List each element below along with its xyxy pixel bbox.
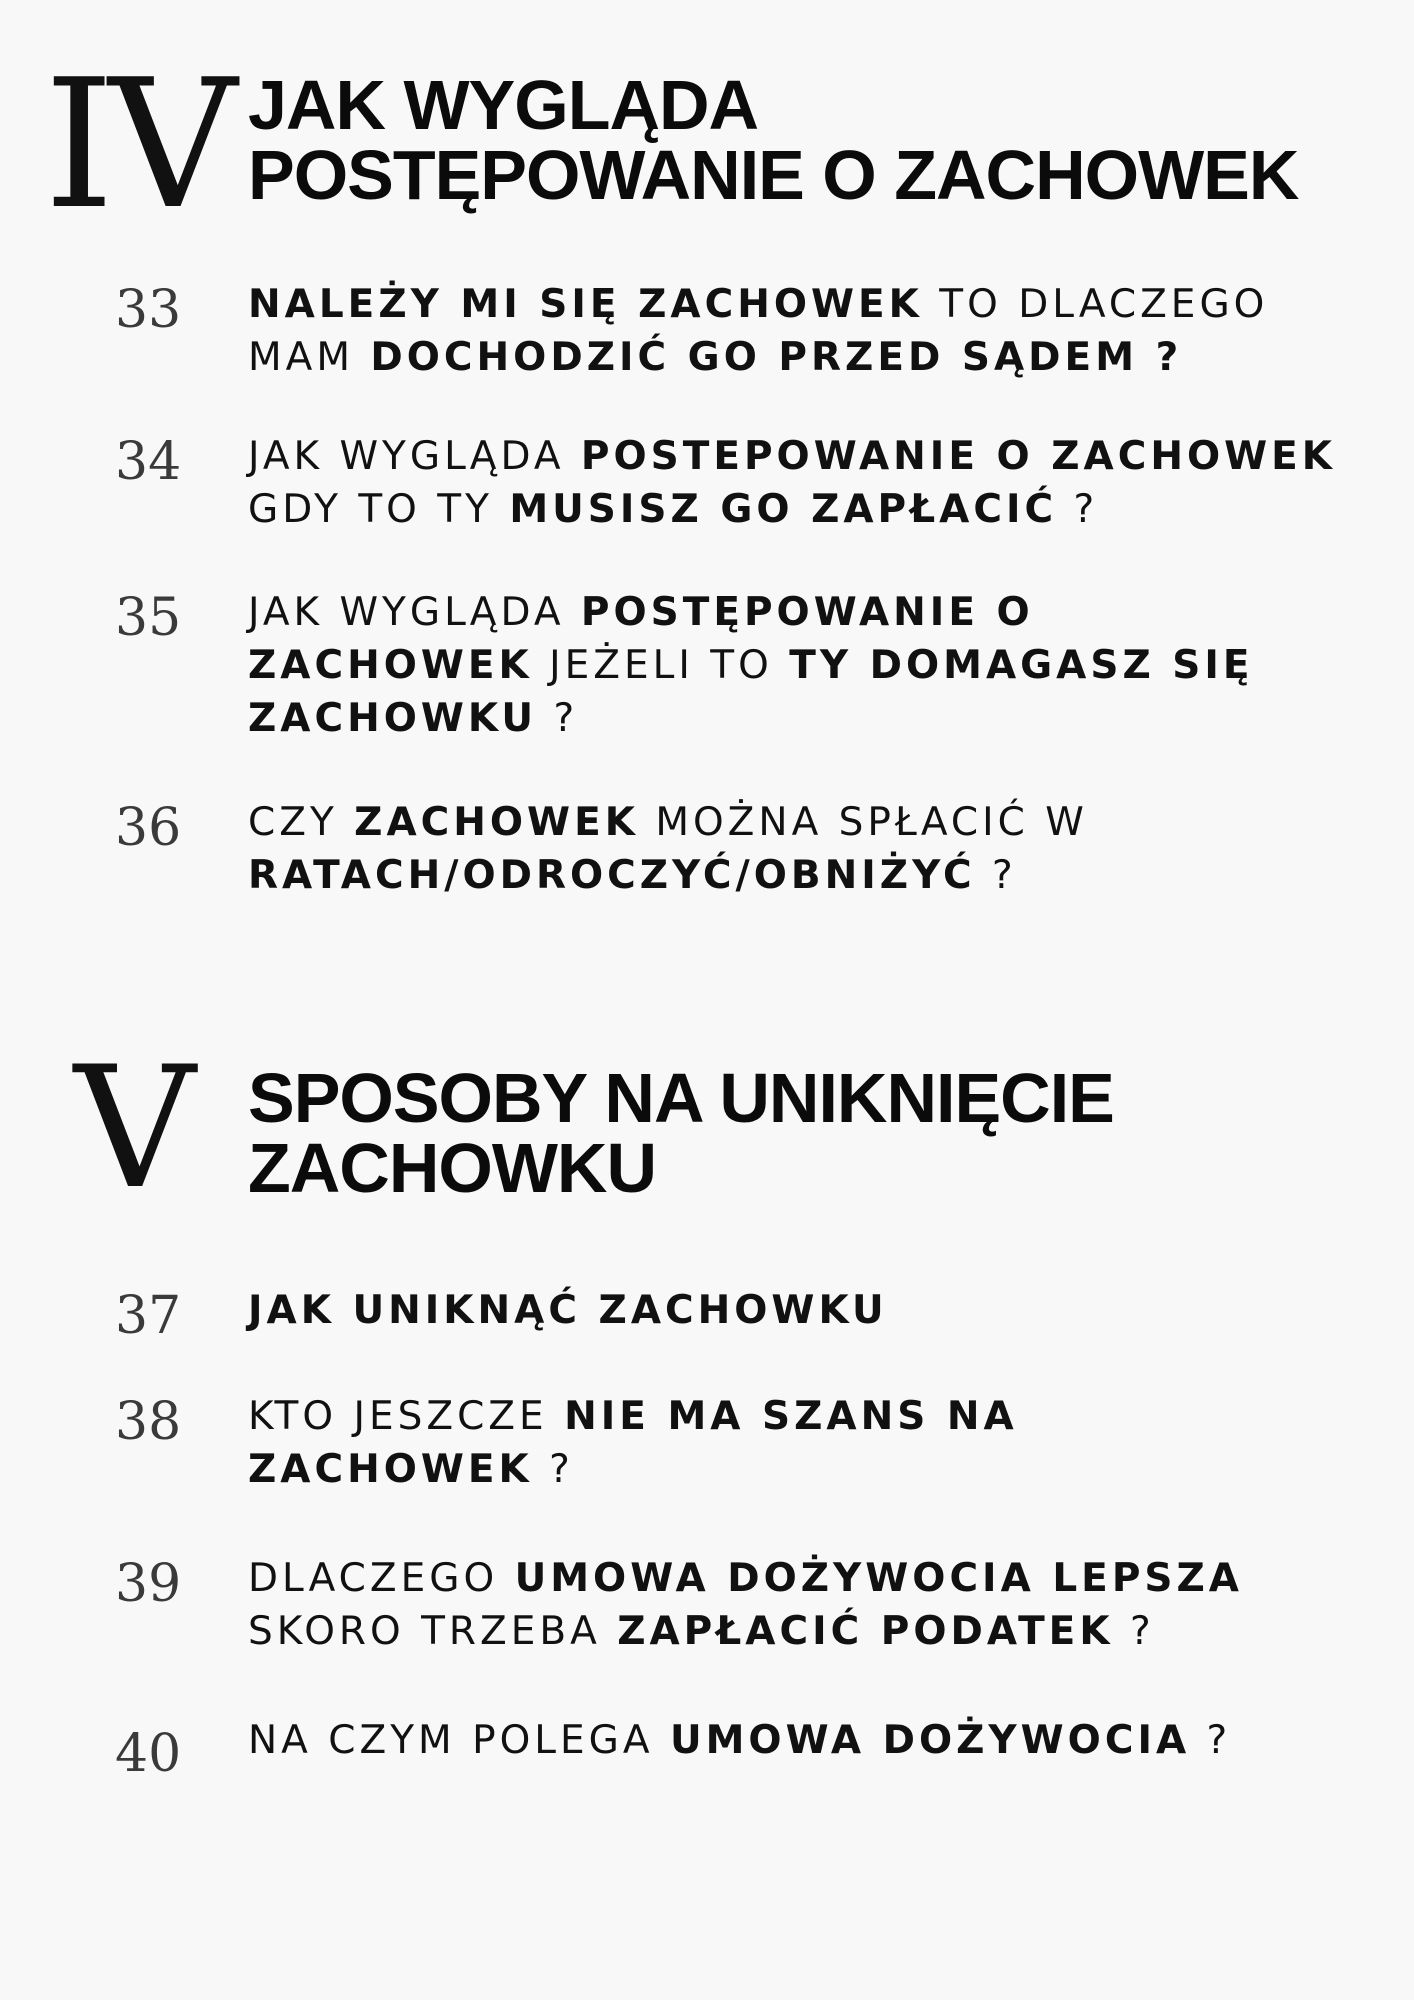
entry-title-text: JAK WYGLĄDA xyxy=(248,434,581,479)
entry-title-line xyxy=(248,1284,1368,1337)
entry-title-text: ? xyxy=(537,696,579,741)
entry-title-text: MAM xyxy=(248,335,371,380)
entry-title-emphasis: NALEŻY MI SIĘ ZACHOWEK xyxy=(248,282,923,327)
entry-title-line xyxy=(248,1390,1368,1443)
entry-title-emphasis: DOCHODZIĆ GO PRZED SĄDEM ? xyxy=(370,335,1183,380)
entry-title-emphasis: MUSISZ GO ZAPŁACIĆ xyxy=(509,487,1058,532)
section-heading-line: SPOSOBY NA UNIKNIĘCIE xyxy=(248,1059,1114,1137)
entry-title-line xyxy=(248,1605,1368,1658)
entry-title-text: CZY xyxy=(248,800,355,845)
entry-title-emphasis: RATACH/ODROCZYĆ/OBNIŻYĆ xyxy=(248,853,976,898)
entry-title-line xyxy=(248,639,1368,692)
entry-title-text: JEŻELI TO xyxy=(532,643,790,688)
entry-title-text: ? xyxy=(532,1447,574,1492)
entry-title-text: ? xyxy=(1190,1718,1232,1763)
entry-title-text: KTO JESZCZE xyxy=(248,1394,565,1439)
entry-title xyxy=(248,430,1368,536)
entry-title-text: GDY TO TY xyxy=(248,487,510,532)
entry-title-emphasis: ZAPŁACIĆ PODATEK xyxy=(617,1609,1114,1654)
entry-number: 38 xyxy=(115,1392,182,1452)
entry-title xyxy=(248,586,1368,745)
entry-number: 35 xyxy=(115,588,182,648)
entry-title-line xyxy=(248,586,1368,639)
entry-title-emphasis: POSTEPOWANIE O ZACHOWEK xyxy=(580,434,1337,479)
section-numeral: IV xyxy=(44,41,231,248)
entry-title-line xyxy=(248,483,1368,536)
entry-title-text: ? xyxy=(1057,487,1099,532)
entry-title-line xyxy=(248,1552,1368,1605)
entry-title-emphasis: UMOWA DOŻYWOCIA xyxy=(669,1718,1191,1763)
entry-title-emphasis: TY DOMAGASZ SIĘ xyxy=(789,643,1254,688)
entry-title xyxy=(248,1552,1368,1658)
entry-title-emphasis: ZACHOWEK xyxy=(248,643,533,688)
entry-title xyxy=(248,1390,1368,1496)
entry-title-emphasis: POSTĘPOWANIE O xyxy=(580,590,1034,635)
entry-title-emphasis: ZACHOWEK xyxy=(354,800,639,845)
entry-number: 33 xyxy=(115,280,182,340)
entry-title-text: ? xyxy=(1113,1609,1155,1654)
entry-title-line xyxy=(248,331,1368,384)
entry-title xyxy=(248,278,1368,384)
entry-number: 40 xyxy=(115,1724,182,1784)
section-heading xyxy=(248,66,1299,214)
entry-title-emphasis: ZACHOWKU xyxy=(248,696,538,741)
entry-title-text: NA CZYM POLEGA xyxy=(248,1718,670,1763)
section-heading-line: JAK WYGLĄDA xyxy=(248,66,759,144)
entry-title xyxy=(248,1714,1368,1767)
entry-title-line xyxy=(248,796,1368,849)
entry-title xyxy=(248,1284,1368,1337)
entry-title-text: JAK WYGLĄDA xyxy=(248,590,581,635)
entry-title-line xyxy=(248,1714,1368,1767)
entry-title-text: SKORO TRZEBA xyxy=(248,1609,618,1654)
entry-number: 39 xyxy=(115,1554,182,1614)
entry-title-text: DLACZEGO xyxy=(248,1556,515,1601)
entry-title-line xyxy=(248,278,1368,331)
section-heading-line: ZACHOWKU xyxy=(248,1129,657,1207)
entry-title-text: MOŻNA SPŁACIĆ W xyxy=(638,800,1088,845)
section-numeral: V xyxy=(74,1030,190,1226)
entry-title-line xyxy=(248,692,1368,745)
entry-title-line xyxy=(248,849,1368,902)
entry-title-emphasis: UMOWA DOŻYWOCIA LEPSZA xyxy=(514,1556,1243,1601)
section-heading-line: POSTĘPOWANIE O ZACHOWEK xyxy=(248,136,1299,214)
entry-number: 37 xyxy=(115,1286,182,1346)
entry-title-line xyxy=(248,1443,1368,1496)
entry-number: 34 xyxy=(115,432,182,492)
entry-title-line xyxy=(248,430,1368,483)
entry-number: 36 xyxy=(115,798,182,858)
entry-title-emphasis: ZACHOWEK xyxy=(248,1447,533,1492)
entry-title xyxy=(248,796,1368,902)
entry-title-text: ? xyxy=(975,853,1017,898)
entry-title-emphasis: NIE MA SZANS NA xyxy=(564,1394,1018,1439)
entry-title-emphasis: JAK UNIKNĄĆ ZACHOWKU xyxy=(248,1288,888,1333)
entry-title-text: TO DLACZEGO xyxy=(922,282,1269,327)
section-heading xyxy=(248,1059,1114,1207)
